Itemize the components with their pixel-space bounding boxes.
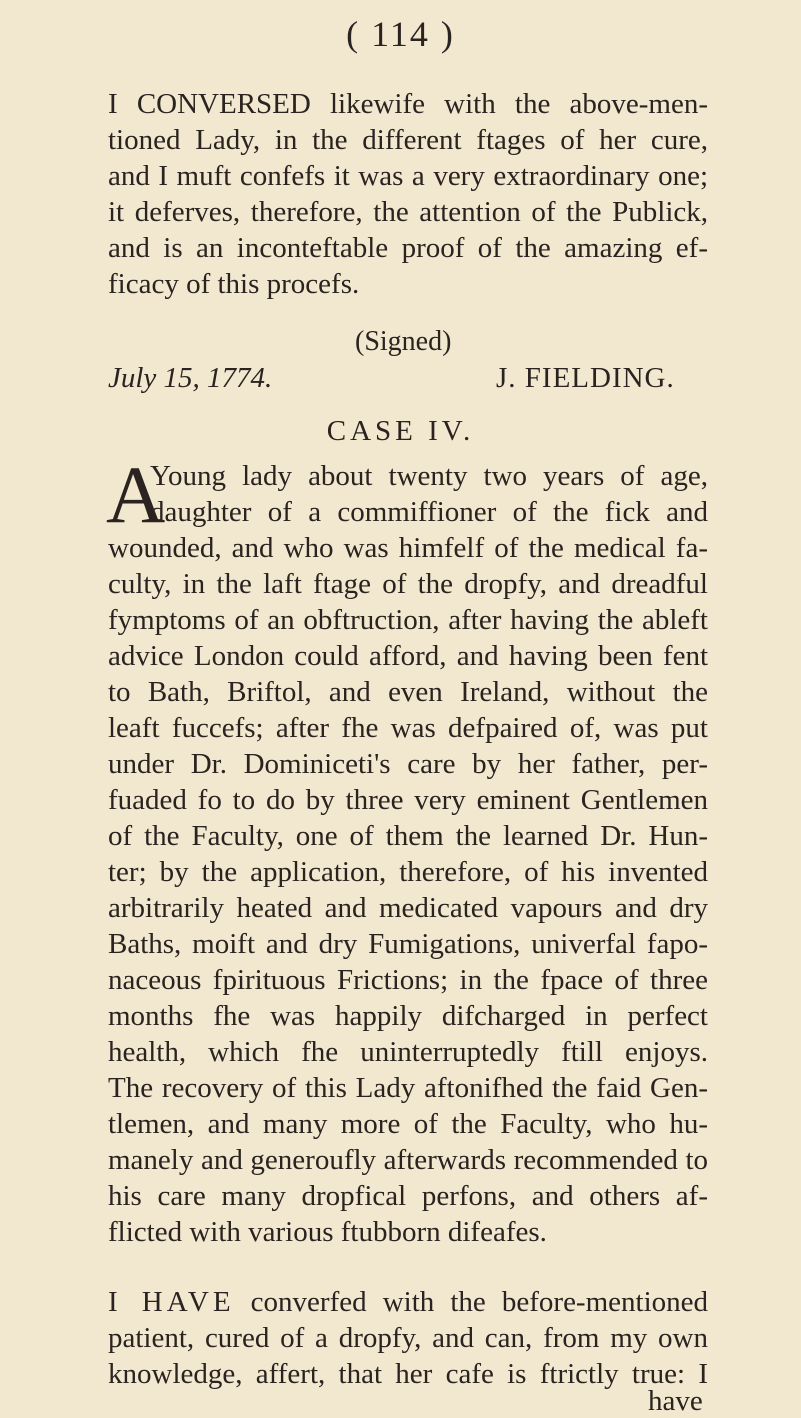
text-line: tlemen, and many more of the Faculty, who hu- [108,1108,708,1140]
text-line: arbitrarily heated and medicated vapours and dry [108,892,708,924]
text-line: Young lady about twenty two years of age, [150,460,708,492]
text-line: and is an inconteftable proof of the amazing ef- [108,232,708,264]
text-line: I CONVERSED likewife with the above-men- [108,88,708,120]
text-line: to Bath, Briftol, and even Ireland, without the [108,676,708,708]
text-line [108,1284,708,1320]
case-heading: CASE IV. [326,415,475,447]
catchword: have [648,1385,703,1417]
text-line: ficacy of this procefs. [108,268,360,300]
line-rest: converfed with the before-mentioned [250,1286,709,1318]
signer-name: J. FIELDING. [496,362,675,394]
text-line: months fhe was happily difcharged in perfect [108,1000,708,1032]
lead-words: I HAVE [108,1286,235,1318]
text-line: health, which fhe uninterruptedly ftill enjoys. [108,1036,708,1068]
text-line: it deferves, therefore, the attention of the Publick, [108,196,708,228]
text-line: Baths, moift and dry Fumigations, univerfal fapo- [108,928,708,960]
text-line: knowledge, affert, that her cafe is ftrictly true: I [108,1358,708,1390]
text-line: leaft fuccefs; after fhe was defpaired of, was put [108,712,708,744]
text-line: his care many dropfical perfons, and others af- [108,1180,708,1212]
text-line: manely and generoufly afterwards recommended to [108,1144,708,1176]
text-line: fuaded fo to do by three very eminent Gentlemen [108,784,708,816]
text-line: culty, in the laft ftage of the dropfy, and dreadful [108,568,708,600]
text-line: fymptoms of an obftruction, after having the ableft [108,604,708,636]
page-number: ( 114 ) [346,14,455,54]
text-line: naceous fpirituous Frictions; in the fpace of three [108,964,708,996]
text-line: daughter of a commiffioner of the fick and [150,496,708,528]
signed-label: (Signed) [355,326,452,357]
text-line: and I muft confefs it was a very extraordinary one; [108,160,708,192]
text-line: tioned Lady, in the different ftages of her cure, [108,124,708,156]
text-line: ter; by the application, therefore, of his invented [108,856,708,888]
text-line: The recovery of this Lady aftonifhed the faid Gen- [108,1072,708,1104]
text-line: under Dr. Dominiceti's care by her father, per- [108,748,708,780]
text-line: patient, cured of a dropfy, and can, from my own [108,1322,708,1354]
date-text: July 15, 1774. [108,362,273,394]
text-line: of the Faculty, one of them the learned Dr. Hun- [108,820,708,852]
text-line: wounded, and who was himfelf of the medical fa- [108,532,708,564]
drop-cap: A [106,449,166,540]
letter-date [108,362,272,395]
text-line: flicted with various ftubborn difeafes. [108,1216,547,1248]
text-line: advice London could afford, and having been fent [108,640,708,672]
